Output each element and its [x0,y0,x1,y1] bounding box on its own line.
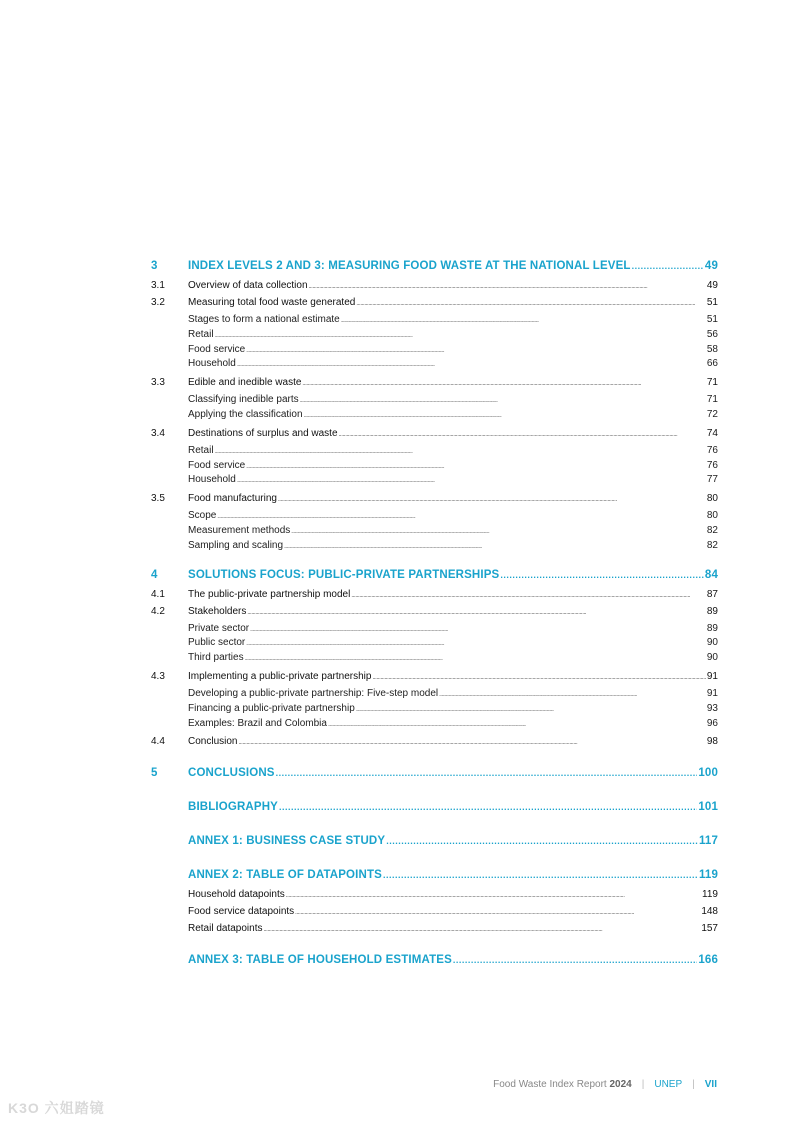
toc-entry-title: Classifying inedible parts [188,394,299,406]
toc-entry-title: Food service [188,459,246,471]
toc-entry-title: Third parties [188,652,244,664]
toc-entry-title: ANNEX 3: TABLE OF HOUSEHOLD ESTIMATES [188,954,452,967]
toc-entry-page: 90 [706,637,718,649]
toc-entry-sub[interactable] [151,637,718,652]
toc-entry-page: 74 [706,427,718,439]
toc-entry-sub[interactable] [151,344,718,359]
dot-leader [383,870,698,880]
dot-leader [250,627,706,633]
toc-entry-section[interactable] [151,736,718,753]
toc-entry-page: 96 [706,717,718,729]
toc-entry-section[interactable] [151,589,718,606]
toc-entry-page: 91 [706,670,718,682]
toc-entry-page: 80 [706,493,718,505]
toc-entry-section[interactable] [151,606,718,623]
toc-entry-sub[interactable] [151,652,718,667]
toc-entry-chapter[interactable] [151,260,718,280]
toc-entry-title: Household [188,358,236,370]
dot-leader [286,893,701,899]
toc-entry-chapter[interactable] [151,954,718,974]
dot-leader [215,333,706,339]
toc-entry-title: INDEX LEVELS 2 AND 3: MEASURING FOOD WASTE AT THE NATIONAL LEVEL [188,260,631,272]
dot-leader [237,362,706,368]
dot-leader [238,740,705,746]
footer-separator: | [692,1079,695,1090]
toc-entry-page: 89 [706,605,718,617]
toc-entry-page: 56 [706,328,718,340]
dot-leader [351,593,706,599]
toc-entry-sub[interactable] [151,688,718,703]
toc-entry-title: CONCLUSIONS [188,767,275,780]
toc-entry-page: 148 [701,906,718,918]
toc-entry-page: 49 [704,260,718,272]
toc-entry-chapter[interactable] [151,767,718,787]
page-footer [493,1079,717,1090]
toc-entry-title: Household [188,474,236,486]
toc-entry-number: 3.3 [151,377,165,389]
toc-entry-sub[interactable] [151,329,718,344]
toc-entry-title: Stakeholders [188,605,247,617]
dot-leader [372,675,705,681]
toc-entry-title: Edible and inedible waste [188,377,302,389]
toc-entry-title: Examples: Brazil and Colombia [188,717,327,729]
dot-leader [309,284,706,290]
toc-entry-sub[interactable] [151,314,718,329]
dot-leader [245,656,706,662]
toc-entry-page: 93 [706,702,718,714]
toc-entry-title: Conclusion [188,736,238,748]
toc-entry-sub[interactable] [151,718,718,733]
dot-leader [302,381,705,387]
toc-entry-title: SOLUTIONS FOCUS: PUBLIC-PRIVATE PARTNERSHIPS [188,568,500,581]
toc-entry-page: 72 [706,408,718,420]
toc-entry-title: Food service datapoints [188,906,295,918]
toc-entry-page: 84 [704,568,718,581]
dot-leader [247,610,706,616]
footer-org: UNEP [654,1079,683,1090]
dot-leader [278,497,706,503]
dot-leader [279,802,697,812]
toc-entry-page: 82 [706,524,718,536]
toc-entry-page: 89 [706,622,718,634]
toc-entry-page: 66 [706,358,718,370]
toc-entry-number: 4.3 [151,670,165,682]
dot-leader [632,261,704,271]
toc-entry-page: 58 [706,343,718,355]
toc-entry-number: 3.1 [151,280,165,291]
footer-page-number: VII [704,1079,717,1090]
toc-entry-section[interactable] [151,280,718,297]
toc-entry-chapter[interactable] [151,569,718,589]
toc-entry-number: 5 [151,767,158,780]
toc-entry-page: 119 [698,869,718,882]
dot-leader [500,570,704,580]
dot-leader [246,348,706,354]
toc-entry-page: 98 [706,736,718,748]
toc-entry-sub[interactable] [151,358,718,373]
toc-entry-chapter[interactable] [151,869,718,889]
toc-entry-page: 119 [702,889,718,901]
toc-entry-page: 91 [706,687,718,699]
toc-entry-title: Retail datapoints [188,923,263,935]
toc-entry-page: 49 [706,280,718,291]
toc-entry-title: ANNEX 2: TABLE OF DATAPOINTS [188,869,382,882]
footer-separator: | [641,1079,645,1090]
toc-entry-chapter[interactable] [151,801,718,821]
toc-entry-title: Household datapoints [188,889,285,901]
toc-entry-title: Food service [188,343,246,355]
toc-entry-page: 157 [701,923,718,935]
toc-entry-page: 82 [706,539,718,551]
toc-entry-page: 80 [706,510,718,522]
dot-leader [341,318,706,324]
toc-entry-chapter[interactable] [151,835,718,855]
dot-leader [386,836,698,846]
toc-entry-page: 90 [706,652,718,664]
toc-entry-page: 71 [706,394,718,406]
toc-entry-title: Overview of data collection [188,280,308,291]
dot-leader [284,544,706,550]
dot-leader [276,768,698,778]
toc-entry-section[interactable] [151,906,718,923]
toc-entry-section[interactable] [151,297,718,314]
toc-entry-page: 100 [698,767,718,780]
toc-entry-page: 117 [698,835,718,848]
toc-entry-number: 3.5 [151,493,165,505]
toc-entry-sub[interactable] [151,525,718,540]
toc-entry-sub[interactable] [151,409,718,424]
toc-entry-page: 51 [706,297,718,308]
toc-entry-title: Measuring total food waste generated [188,297,356,308]
toc-entry-page: 76 [706,459,718,471]
toc-entry-number: 4.2 [151,605,165,617]
toc-entry-number: 4 [151,568,158,581]
dot-leader [217,514,706,520]
table-of-contents [151,260,718,974]
toc-entry-number: 3.4 [151,427,165,439]
watermark-logo: K3O 六姐踏镜 [8,1100,105,1116]
toc-entry-title: Applying the classification [188,408,303,420]
toc-entry-sub[interactable] [151,474,718,489]
toc-entry-section[interactable] [151,671,718,688]
dot-leader [246,464,706,470]
toc-entry-number: 3 [151,260,158,272]
toc-entry-sub[interactable] [151,540,718,555]
dot-leader [300,398,706,404]
toc-entry-number: 4.4 [151,736,165,748]
toc-entry-section[interactable] [151,377,718,394]
toc-entry-title: Financing a public-private partnership [188,702,355,714]
toc-entry-sub[interactable] [151,394,718,409]
toc-entry-title: Destinations of surplus and waste [188,427,338,439]
dot-leader [439,692,706,698]
toc-entry-title: Implementing a public-private partnership [188,670,372,682]
toc-entry-title: BIBLIOGRAPHY [188,801,278,814]
toc-entry-title: Private sector [188,622,250,634]
dot-leader [328,722,706,728]
toc-entry-section[interactable] [151,923,718,940]
toc-entry-page: 87 [706,588,718,600]
toc-entry-page: 77 [706,474,718,486]
toc-entry-sub[interactable] [151,460,718,475]
dot-leader [339,432,706,438]
toc-entry-section[interactable] [151,493,718,510]
toc-entry-page: 71 [706,377,718,389]
toc-entry-title: Scope [188,510,217,522]
dot-leader [237,478,706,484]
toc-entry-title: Retail [188,328,214,340]
dot-leader [291,529,706,535]
toc-entry-title: Food manufacturing [188,493,277,505]
toc-entry-number: 4.1 [151,588,165,600]
dot-leader [246,641,706,647]
toc-entry-sub[interactable] [151,445,718,460]
toc-entry-page: 51 [706,314,718,325]
dot-leader [453,955,697,965]
dot-leader [264,927,701,933]
toc-entry-title: Retail [188,444,214,456]
footer-year: 2024 [609,1079,632,1090]
dot-leader [215,449,706,455]
toc-entry-title: Sampling and scaling [188,539,284,551]
toc-entry-title: Measurement methods [188,524,291,536]
toc-entry-sub[interactable] [151,623,718,638]
toc-entry-title: Stages to form a national estimate [188,314,340,325]
toc-entry-title: The public-private partnership model [188,588,351,600]
dot-leader [304,413,706,419]
toc-entry-section[interactable] [151,428,718,445]
toc-entry-section[interactable] [151,889,718,906]
toc-entry-title: ANNEX 1: BUSINESS CASE STUDY [188,835,386,848]
toc-entry-page: 166 [698,954,718,967]
toc-entry-page: 76 [706,444,718,456]
dot-leader [356,301,706,307]
toc-entry-sub[interactable] [151,510,718,525]
toc-entry-number: 3.2 [151,297,165,308]
dot-leader [356,707,706,713]
toc-entry-sub[interactable] [151,703,718,718]
dot-leader [295,910,700,916]
toc-entry-title: Public sector [188,637,246,649]
footer-report-title: Food Waste Index Report 2024 [493,1079,632,1090]
toc-entry-title: Developing a public-private partnership: Five-step model [188,687,439,699]
toc-entry-page: 101 [698,801,718,814]
